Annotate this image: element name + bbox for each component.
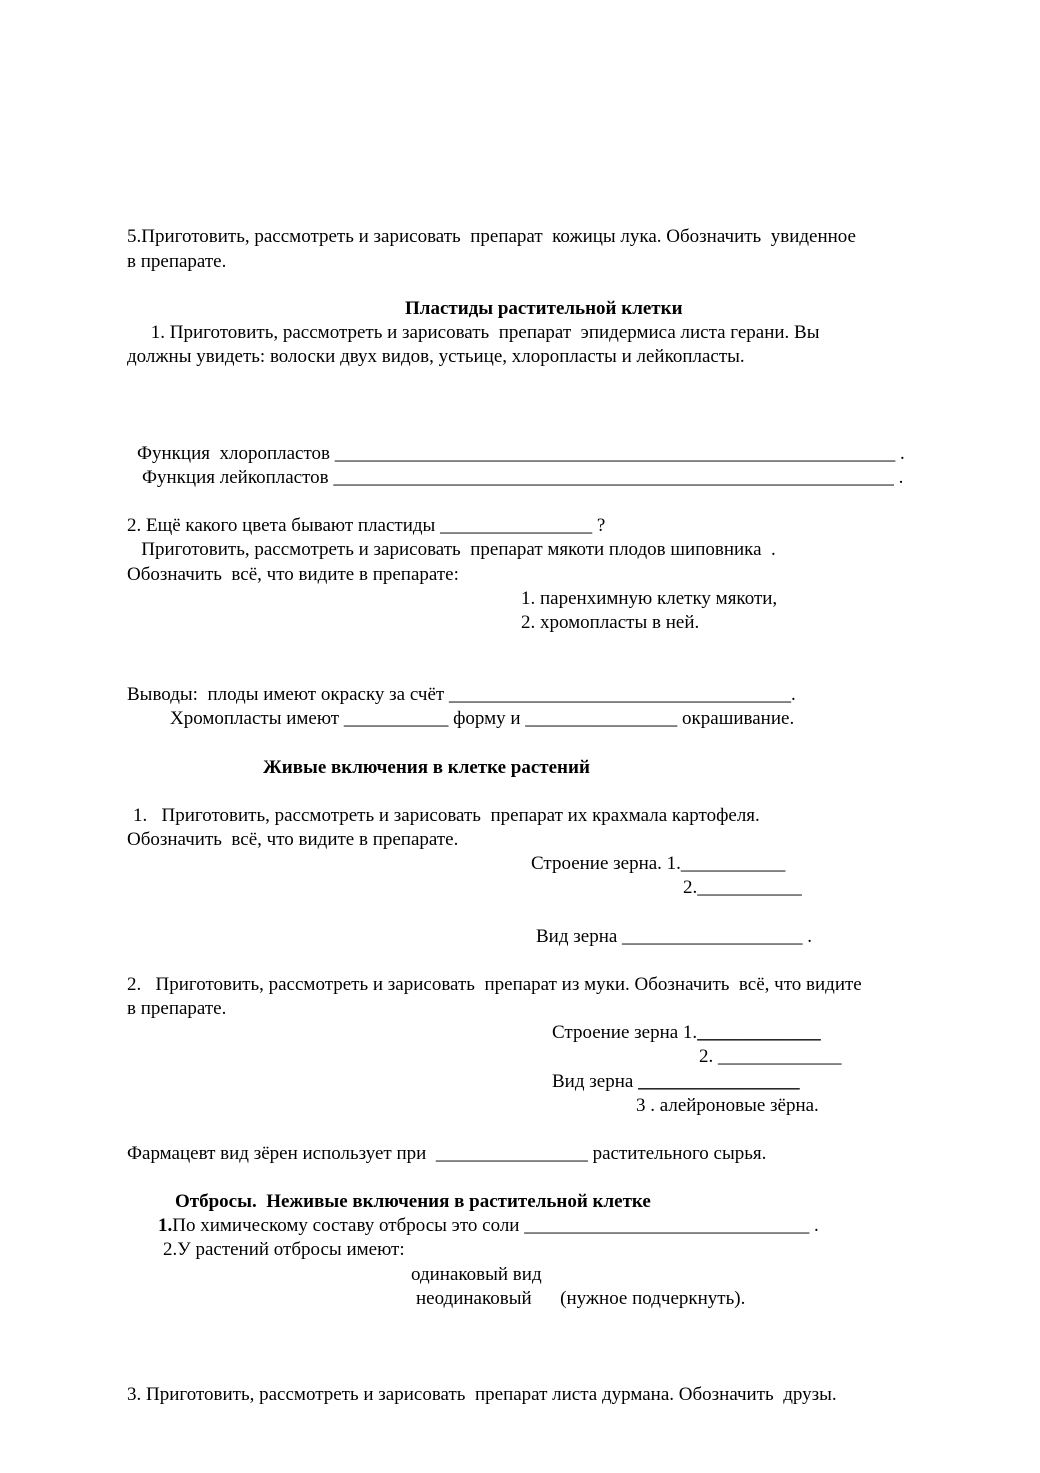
waste-task1-number: 1.	[158, 1215, 173, 1236]
grain-type: Вид зерна ___________________ .	[536, 926, 813, 947]
flour-structure-2: 2. _____________	[699, 1046, 842, 1067]
plastids-item2: 2. хромопласты в ней.	[521, 612, 700, 633]
leucoplast-function-line: Функция лейкопластов ___________________________________________________________ .	[142, 467, 904, 488]
grain-structure-2: 2.___________	[683, 877, 802, 898]
plastids-task1-line2: должны увидеть: волоски двух видов, устьице, хлоропласты и лейкопласты.	[127, 346, 745, 367]
flour-structure-1	[552, 1021, 821, 1045]
section5-line2: в препарате.	[127, 251, 227, 272]
conclusion-line1: Выводы: плоды имеют окраску за счёт ____________________________________.	[127, 684, 796, 705]
flour-structure-1-blank: _____________	[697, 1022, 821, 1043]
chloroplast-function-line: Функция хлоропластов ___________________________________________________________ .	[137, 443, 905, 464]
waste-option1: одинаковый вид	[411, 1264, 542, 1285]
waste-task2: 2.У растений отбросы имеют:	[163, 1239, 405, 1260]
conclusion-line2: Хромопласты имеют ___________ форму и ________________ окрашивание.	[170, 708, 795, 729]
pharmacist-line: Фармацевт вид зёрен использует при ________________ растительного сырья.	[127, 1143, 767, 1164]
grain-structure-1: Строение зерна. 1.___________	[531, 853, 786, 874]
waste-task1	[158, 1214, 819, 1238]
plastids-task2-line1: Приготовить, рассмотреть и зарисовать препарат мякоти плодов шиповника .	[127, 539, 776, 560]
flour-structure-1-label: Строение зерна 1.	[552, 1022, 698, 1043]
waste-task1-text: По химическому составу отбросы это соли ______________________________ .	[172, 1215, 819, 1236]
inclusions-task1-line2: Обозначить всё, что видите в препарате.	[127, 829, 459, 850]
plastids-item1: 1. паренхимную клетку мякоти,	[521, 588, 778, 609]
flour-type-label: Вид зерна	[552, 1071, 639, 1092]
flour-type	[552, 1070, 800, 1094]
waste-option2: неодинаковый (нужное подчеркнуть).	[416, 1288, 746, 1309]
inclusions-task2-line2: в препарате.	[127, 998, 227, 1019]
inclusions-task2-line1: 2. Приготовить, рассмотреть и зарисовать препарат из муки. Обозначить всё, что видите	[127, 974, 862, 995]
inclusions-heading: Живые включения в клетке растений	[263, 757, 590, 778]
plastids-task2-line2: Обозначить всё, что видите в препарате:	[127, 564, 459, 585]
waste-task3: 3. Приготовить, рассмотреть и зарисовать препарат листа дурмана. Обозначить друзы.	[127, 1384, 837, 1405]
flour-item3: 3 . алейроновые зёрна.	[636, 1095, 819, 1116]
plastids-task2-question: 2. Ещё какого цвета бывают пластиды ________________ ?	[127, 515, 606, 536]
plastids-task1-line1: 1. Приготовить, рассмотреть и зарисовать препарат эпидермиса листа герани. Вы	[127, 322, 820, 343]
waste-heading: Отбросы. Неживые включения в растительной клетке	[175, 1191, 651, 1212]
flour-type-blank: _________________	[638, 1071, 800, 1092]
inclusions-task1-line1: 1. Приготовить, рассмотреть и зарисовать препарат их крахмала картофеля.	[133, 805, 760, 826]
plastids-heading: Пластиды растительной клетки	[405, 298, 683, 319]
section5-line1: 5.Приготовить, рассмотреть и зарисовать препарат кожицы лука. Обозначить увиденное	[127, 226, 856, 247]
